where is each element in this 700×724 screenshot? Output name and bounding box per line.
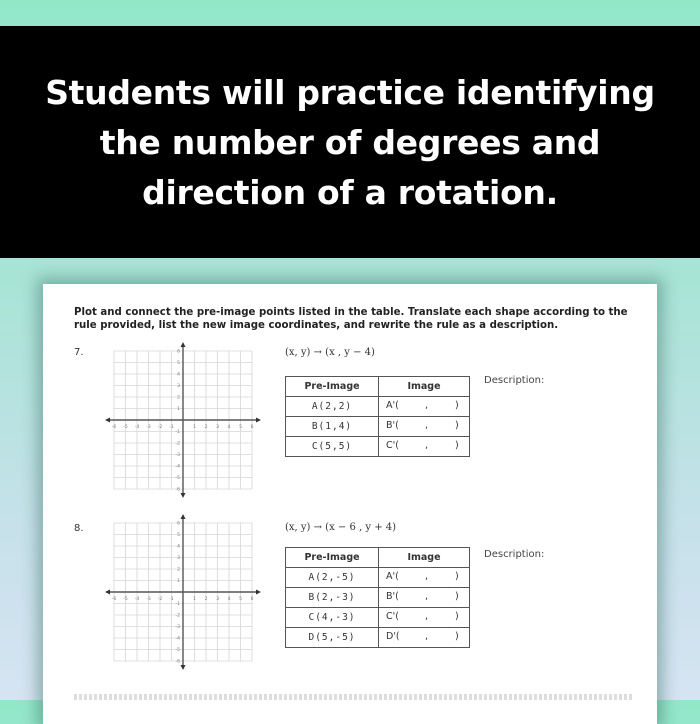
svg-text:2: 2 xyxy=(204,597,208,602)
table-row xyxy=(286,588,470,608)
table-row xyxy=(286,397,470,417)
svg-text:-5: -5 xyxy=(123,597,128,602)
svg-text:-1: -1 xyxy=(175,602,180,607)
description-label: Description: xyxy=(484,375,545,386)
banner-line-1: Students will practice identifying xyxy=(45,73,655,112)
image-point-blank[interactable]: B'( , ) xyxy=(379,588,470,608)
pre-image-point: D(5,-5) xyxy=(286,628,379,648)
svg-text:-3: -3 xyxy=(146,425,151,430)
pre-image-point: B(1,4) xyxy=(286,417,379,437)
header-image: Image xyxy=(379,377,470,397)
svg-text:5: 5 xyxy=(239,425,242,430)
svg-text:-2: -2 xyxy=(175,441,180,447)
description-label: Description: xyxy=(484,549,545,560)
svg-text:-6: -6 xyxy=(175,487,180,493)
table-row xyxy=(286,417,470,437)
svg-text:3: 3 xyxy=(177,384,180,389)
problem-number: 8. xyxy=(74,523,84,534)
svg-text:-2: -2 xyxy=(175,613,180,619)
pre-image-point: A(2,-5) xyxy=(286,568,379,588)
coordinates-table xyxy=(285,547,470,648)
svg-text:-6: -6 xyxy=(175,659,180,665)
svg-text:5: 5 xyxy=(177,361,180,366)
svg-text:-1: -1 xyxy=(175,430,180,435)
next-instructions-cutoff xyxy=(74,694,634,700)
coordinate-grid[interactable] xyxy=(103,514,263,670)
svg-text:-4: -4 xyxy=(175,464,180,470)
instructions-text: Plot and connect the pre-image points listed in the table. Translate each shape according to the rule provided, list the new image coordinates, and rewrite the rule as a description. xyxy=(74,307,628,331)
table-row xyxy=(286,437,470,457)
svg-text:2: 2 xyxy=(177,395,180,401)
coordinate-grid[interactable] xyxy=(103,342,263,498)
svg-text:4: 4 xyxy=(177,544,180,550)
image-point-blank[interactable]: C'( , ) xyxy=(379,608,470,628)
svg-text:3: 3 xyxy=(216,425,219,430)
translation-rule: (x, y) → (x − 6 , y + 4) xyxy=(285,522,397,533)
image-point-blank[interactable]: A'( , ) xyxy=(379,568,470,588)
svg-text:-3: -3 xyxy=(175,453,180,458)
image-point-blank[interactable]: B'( , ) xyxy=(379,417,470,437)
title-banner xyxy=(0,26,700,258)
pre-image-point: A(2,2) xyxy=(286,397,379,417)
svg-text:-3: -3 xyxy=(175,625,180,630)
svg-text:-4: -4 xyxy=(175,636,180,642)
header-pre-image: Pre-Image xyxy=(286,377,379,397)
coordinates-table xyxy=(285,376,470,457)
svg-text:6: 6 xyxy=(177,349,180,355)
image-point-blank[interactable]: C'( , ) xyxy=(379,437,470,457)
svg-text:4: 4 xyxy=(227,597,231,602)
table-row xyxy=(286,608,470,628)
svg-text:6: 6 xyxy=(250,425,254,430)
pre-image-point: C(5,5) xyxy=(286,437,379,457)
svg-text:-5: -5 xyxy=(175,648,180,653)
translation-rule: (x, y) → (x , y − 4) xyxy=(285,347,375,358)
svg-text:1: 1 xyxy=(193,425,196,430)
table-row xyxy=(286,568,470,588)
svg-text:-5: -5 xyxy=(175,476,180,481)
table-row xyxy=(286,628,470,648)
svg-text:-4: -4 xyxy=(134,597,140,602)
svg-text:1: 1 xyxy=(193,597,196,602)
svg-text:-6: -6 xyxy=(111,425,117,430)
svg-text:6: 6 xyxy=(250,597,254,602)
header-image: Image xyxy=(379,548,470,568)
svg-text:-1: -1 xyxy=(169,425,174,430)
svg-text:5: 5 xyxy=(239,597,242,602)
svg-text:1: 1 xyxy=(177,579,180,584)
banner-line-2: the number of degrees and xyxy=(99,123,601,162)
svg-text:-3: -3 xyxy=(146,597,151,602)
svg-text:6: 6 xyxy=(177,521,180,527)
worksheet-page xyxy=(43,284,657,724)
svg-text:4: 4 xyxy=(227,425,231,430)
svg-text:5: 5 xyxy=(177,533,180,538)
image-point-blank[interactable]: D'( , ) xyxy=(379,628,470,648)
svg-text:-2: -2 xyxy=(157,597,163,602)
svg-text:-2: -2 xyxy=(157,425,163,430)
svg-text:2: 2 xyxy=(204,425,208,430)
svg-text:3: 3 xyxy=(177,556,180,561)
header-pre-image: Pre-Image xyxy=(286,548,379,568)
svg-text:3: 3 xyxy=(216,597,219,602)
banner-line-3: direction of a rotation. xyxy=(142,173,558,212)
svg-text:2: 2 xyxy=(177,567,180,573)
pre-image-point: B(2,-3) xyxy=(286,588,379,608)
svg-text:-4: -4 xyxy=(134,425,140,430)
pre-image-point: C(4,-3) xyxy=(286,608,379,628)
svg-text:4: 4 xyxy=(177,372,180,378)
svg-text:-5: -5 xyxy=(123,425,128,430)
svg-text:-1: -1 xyxy=(169,597,174,602)
svg-text:1: 1 xyxy=(177,407,180,412)
svg-text:-6: -6 xyxy=(111,597,117,602)
banner-headline xyxy=(45,68,655,218)
problem-number: 7. xyxy=(74,347,84,358)
image-point-blank[interactable]: A'( , ) xyxy=(379,397,470,417)
